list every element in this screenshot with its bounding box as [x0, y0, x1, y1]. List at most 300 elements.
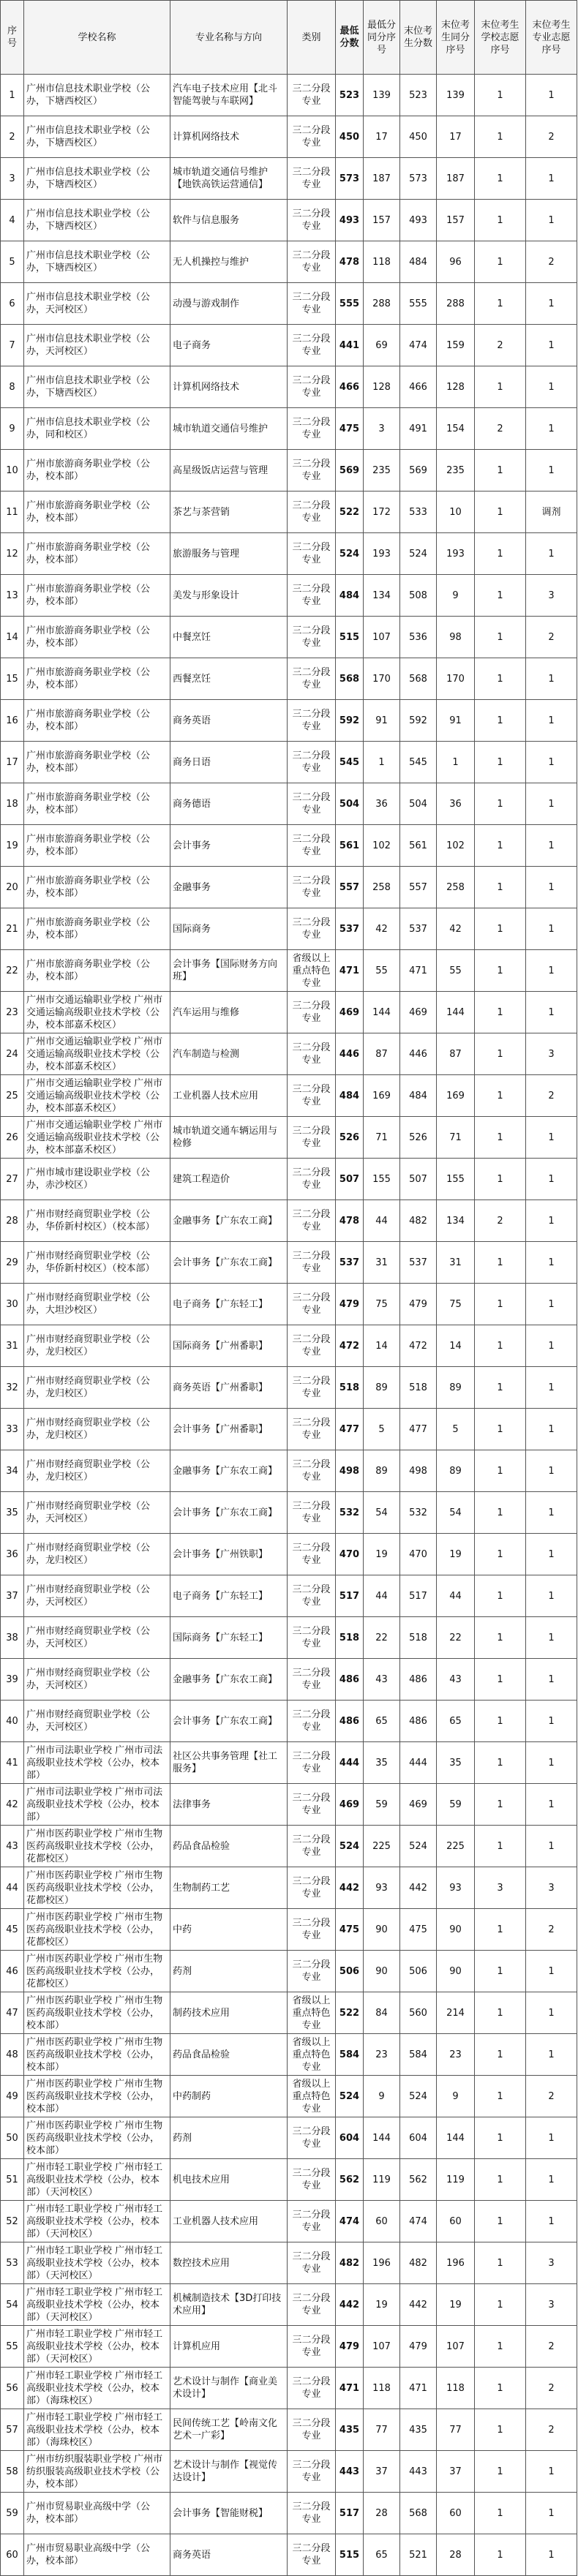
cell-last-pref: 1 — [475, 2076, 526, 2117]
table-row — [1, 950, 577, 992]
cell-last-score: 507 — [400, 1159, 437, 1200]
cell-last-major-pref: 1 — [526, 1450, 577, 1492]
cell-last-score: 526 — [400, 1117, 437, 1159]
cell-index: 1 — [1, 75, 24, 116]
cell-last-major-pref: 1 — [526, 2159, 577, 2201]
cell-last-pref: 1 — [475, 2534, 526, 2576]
table-row — [1, 158, 577, 200]
cell-last-score: 450 — [400, 116, 437, 158]
header-last-rank: 末位考生同分序号 — [437, 1, 475, 75]
cell-school: 广州市财经商贸职业学校（公办，华侨新村校区）（校本部） — [24, 1242, 170, 1284]
header-category: 类别 — [288, 1, 336, 75]
cell-min-rank: 71 — [364, 1117, 400, 1159]
cell-min-rank: 107 — [364, 2326, 400, 2368]
cell-last-rank: 119 — [437, 2159, 475, 2201]
cell-last-major-pref: 1 — [526, 1784, 577, 1826]
cell-last-pref: 1 — [475, 533, 526, 575]
cell-min-rank: 42 — [364, 908, 400, 950]
cell-min-score: 562 — [336, 2159, 364, 2201]
cell-last-major-pref: 1 — [526, 658, 577, 700]
table-row — [1, 2409, 577, 2451]
cell-last-rank: 134 — [437, 1200, 475, 1242]
header-row — [1, 1, 577, 75]
cell-school: 广州市旅游商务职业学校（公办，校本部） — [24, 867, 170, 908]
cell-min-score: 555 — [336, 283, 364, 325]
cell-index: 52 — [1, 2201, 24, 2242]
cell-last-score: 475 — [400, 1909, 437, 1951]
cell-category: 三二分段专业 — [288, 783, 336, 825]
cell-major: 艺术设计与制作【商业美术设计】 — [170, 2368, 288, 2409]
cell-school: 广州市财经商贸职业学校（公办，天河校区） — [24, 1492, 170, 1534]
cell-school: 广州市轻工职业学校 广州市轻工高级职业技术学校（公办，校本部）（天河校区） — [24, 2326, 170, 2368]
cell-last-major-pref: 1 — [526, 2117, 577, 2159]
cell-school: 广州市交通运输职业学校 广州市交通运输高级职业技术学校（公办，校本部嘉禾校区） — [24, 992, 170, 1033]
cell-index: 54 — [1, 2284, 24, 2326]
cell-last-score: 469 — [400, 992, 437, 1033]
cell-min-rank: 144 — [364, 2117, 400, 2159]
cell-index: 27 — [1, 1159, 24, 1200]
cell-min-score: 518 — [336, 1367, 364, 1409]
cell-major: 汽车运用与维修 — [170, 992, 288, 1033]
table-row — [1, 867, 577, 908]
cell-major: 中药 — [170, 1909, 288, 1951]
cell-min-score: 592 — [336, 700, 364, 742]
cell-school: 广州市信息技术职业学校（公办，下塘西校区） — [24, 241, 170, 283]
cell-last-pref: 1 — [475, 2159, 526, 2201]
cell-last-major-pref: 调剂 — [526, 492, 577, 533]
cell-min-score: 515 — [336, 2534, 364, 2576]
table-row — [1, 575, 577, 617]
cell-last-pref: 1 — [475, 1409, 526, 1450]
cell-last-pref: 1 — [475, 2409, 526, 2451]
cell-index: 39 — [1, 1659, 24, 1701]
cell-last-pref: 1 — [475, 992, 526, 1033]
cell-min-score: 442 — [336, 1867, 364, 1909]
cell-category: 三二分段专业 — [288, 1909, 336, 1951]
cell-major: 工业机器人技术应用 — [170, 2201, 288, 2242]
cell-major: 西餐烹饪 — [170, 658, 288, 700]
cell-major: 美发与形象设计 — [170, 575, 288, 617]
cell-last-rank: 144 — [437, 992, 475, 1033]
cell-last-rank: 139 — [437, 75, 475, 116]
cell-last-rank: 59 — [437, 1784, 475, 1826]
cell-last-major-pref: 1 — [526, 1284, 577, 1325]
table-row — [1, 492, 577, 533]
cell-last-major-pref: 1 — [526, 1534, 577, 1575]
cell-min-rank: 75 — [364, 1284, 400, 1325]
cell-last-major-pref: 2 — [526, 2326, 577, 2368]
cell-major: 城市轨道交通车辆运用与检修 — [170, 1117, 288, 1159]
cell-last-pref: 1 — [475, 1909, 526, 1951]
cell-major: 计算机网络技术 — [170, 366, 288, 408]
cell-min-score: 524 — [336, 2076, 364, 2117]
cell-min-score: 537 — [336, 1242, 364, 1284]
cell-min-score: 443 — [336, 2451, 364, 2493]
cell-min-rank: 9 — [364, 2076, 400, 2117]
cell-category: 三二分段专业 — [288, 1701, 336, 1742]
cell-last-pref: 1 — [475, 492, 526, 533]
cell-major: 金融事务【广东农工商】 — [170, 1659, 288, 1701]
cell-min-rank: 258 — [364, 867, 400, 908]
cell-last-score: 506 — [400, 1951, 437, 1992]
cell-category: 三二分段专业 — [288, 1242, 336, 1284]
cell-min-rank: 93 — [364, 1867, 400, 1909]
cell-min-score: 475 — [336, 408, 364, 450]
cell-last-rank: 214 — [437, 1992, 475, 2034]
cell-last-rank: 19 — [437, 1534, 475, 1575]
cell-min-rank: 107 — [364, 617, 400, 658]
header-min-score: 最低分数 — [336, 1, 364, 75]
cell-last-major-pref: 1 — [526, 2493, 577, 2534]
cell-school: 广州市旅游商务职业学校（公办，校本部） — [24, 908, 170, 950]
cell-last-major-pref: 1 — [526, 1242, 577, 1284]
cell-min-rank: 118 — [364, 241, 400, 283]
cell-last-rank: 154 — [437, 408, 475, 450]
cell-school: 广州市财经商贸职业学校（公办，龙归校区） — [24, 1367, 170, 1409]
cell-category: 省级以上重点特色专业 — [288, 2034, 336, 2076]
cell-school: 广州市财经商贸职业学校（公办，龙归校区） — [24, 1325, 170, 1367]
cell-last-score: 498 — [400, 1450, 437, 1492]
cell-last-score: 484 — [400, 1075, 437, 1117]
cell-min-rank: 55 — [364, 950, 400, 992]
cell-school: 广州市信息技术职业学校（公办，下塘西校区） — [24, 158, 170, 200]
cell-min-score: 517 — [336, 2493, 364, 2534]
cell-index: 29 — [1, 1242, 24, 1284]
cell-last-score: 470 — [400, 1534, 437, 1575]
cell-min-rank: 118 — [364, 2368, 400, 2409]
cell-major: 数控技术应用 — [170, 2242, 288, 2284]
cell-category: 三二分段专业 — [288, 2409, 336, 2451]
table-row — [1, 2493, 577, 2534]
cell-last-rank: 155 — [437, 1159, 475, 1200]
table-row — [1, 2034, 577, 2076]
table-row — [1, 2242, 577, 2284]
cell-last-pref: 1 — [475, 617, 526, 658]
cell-last-major-pref: 1 — [526, 700, 577, 742]
cell-last-pref: 1 — [475, 1575, 526, 1617]
cell-last-rank: 28 — [437, 2534, 475, 2576]
cell-last-score: 532 — [400, 1492, 437, 1534]
cell-school: 广州市旅游商务职业学校（公办，校本部） — [24, 700, 170, 742]
cell-min-score: 477 — [336, 1409, 364, 1450]
table-row — [1, 2534, 577, 2576]
cell-last-pref: 1 — [475, 867, 526, 908]
cell-min-score: 479 — [336, 1284, 364, 1325]
cell-min-rank: 144 — [364, 992, 400, 1033]
cell-last-score: 533 — [400, 492, 437, 533]
cell-school: 广州市旅游商务职业学校（公办，校本部） — [24, 492, 170, 533]
cell-last-score: 435 — [400, 2409, 437, 2451]
header-last-major-pref: 末位考生专业志愿序号 — [526, 1, 577, 75]
cell-last-rank: 37 — [437, 2451, 475, 2493]
cell-min-rank: 60 — [364, 2201, 400, 2242]
cell-category: 三二分段专业 — [288, 2368, 336, 2409]
table-body — [1, 75, 577, 2576]
cell-last-major-pref: 1 — [526, 158, 577, 200]
cell-last-rank: 22 — [437, 1617, 475, 1659]
cell-last-score: 523 — [400, 75, 437, 116]
cell-category: 三二分段专业 — [288, 617, 336, 658]
cell-last-rank: 42 — [437, 908, 475, 950]
cell-min-rank: 3 — [364, 408, 400, 450]
table-row — [1, 283, 577, 325]
cell-index: 14 — [1, 617, 24, 658]
cell-min-score: 561 — [336, 825, 364, 867]
cell-last-major-pref: 2 — [526, 2076, 577, 2117]
cell-min-score: 478 — [336, 1200, 364, 1242]
cell-last-rank: 90 — [437, 1951, 475, 1992]
cell-major: 会计事务【广州番职】 — [170, 1409, 288, 1450]
table-row — [1, 1951, 577, 1992]
cell-index: 30 — [1, 1284, 24, 1325]
cell-major: 药品食品检验 — [170, 2034, 288, 2076]
cell-last-major-pref: 1 — [526, 2534, 577, 2576]
cell-last-major-pref: 1 — [526, 825, 577, 867]
cell-index: 31 — [1, 1325, 24, 1367]
cell-last-rank: 54 — [437, 1492, 475, 1534]
cell-min-rank: 44 — [364, 1575, 400, 1617]
cell-category: 三二分段专业 — [288, 1534, 336, 1575]
cell-major: 会计事务【广东农工商】 — [170, 1492, 288, 1534]
cell-major: 茶艺与茶营销 — [170, 492, 288, 533]
table-row — [1, 200, 577, 241]
cell-index: 50 — [1, 2117, 24, 2159]
cell-school: 广州市旅游商务职业学校（公办，校本部） — [24, 575, 170, 617]
cell-category: 三二分段专业 — [288, 1284, 336, 1325]
cell-category: 三二分段专业 — [288, 450, 336, 492]
cell-index: 59 — [1, 2493, 24, 2534]
cell-index: 37 — [1, 1575, 24, 1617]
table-row — [1, 2368, 577, 2409]
cell-last-pref: 1 — [475, 2326, 526, 2368]
cell-last-score: 446 — [400, 1033, 437, 1075]
cell-min-score: 507 — [336, 1159, 364, 1200]
cell-last-score: 442 — [400, 1867, 437, 1909]
cell-last-major-pref: 1 — [526, 1492, 577, 1534]
cell-last-pref: 1 — [475, 700, 526, 742]
table-row — [1, 2117, 577, 2159]
table-row — [1, 1909, 577, 1951]
cell-last-score: 524 — [400, 1826, 437, 1867]
cell-school: 广州市财经商贸职业学校（公办，天河校区） — [24, 1575, 170, 1617]
table-row — [1, 1784, 577, 1826]
cell-school: 广州市轻工职业学校 广州市轻工高级职业技术学校（公办，校本部）（天河校区） — [24, 2159, 170, 2201]
cell-last-major-pref: 1 — [526, 200, 577, 241]
cell-min-rank: 37 — [364, 2451, 400, 2493]
cell-last-major-pref: 1 — [526, 2034, 577, 2076]
cell-min-rank: 155 — [364, 1159, 400, 1200]
cell-last-major-pref: 1 — [526, 1701, 577, 1742]
cell-last-rank: 14 — [437, 1325, 475, 1367]
cell-last-major-pref: 1 — [526, 1200, 577, 1242]
cell-min-score: 518 — [336, 1617, 364, 1659]
cell-school: 广州市财经商贸职业学校（公办，天河校区） — [24, 1617, 170, 1659]
cell-last-rank: 5 — [437, 1409, 475, 1450]
cell-min-rank: 65 — [364, 2534, 400, 2576]
cell-category: 三二分段专业 — [288, 1575, 336, 1617]
cell-last-score: 518 — [400, 1367, 437, 1409]
cell-min-score: 441 — [336, 325, 364, 366]
cell-last-score: 486 — [400, 1701, 437, 1742]
cell-major: 商务日语 — [170, 742, 288, 783]
cell-min-score: 470 — [336, 1534, 364, 1575]
cell-min-score: 435 — [336, 2409, 364, 2451]
cell-major: 药剂 — [170, 1951, 288, 1992]
cell-school: 广州市司法职业学校 广州市司法高级职业技术学校（公办，校本部） — [24, 1784, 170, 1826]
cell-last-rank: 17 — [437, 116, 475, 158]
cell-min-rank: 196 — [364, 2242, 400, 2284]
cell-last-rank: 96 — [437, 241, 475, 283]
cell-last-score: 477 — [400, 1409, 437, 1450]
cell-last-major-pref: 1 — [526, 742, 577, 783]
cell-min-rank: 89 — [364, 1450, 400, 1492]
cell-major: 电子商务【广东轻工】 — [170, 1284, 288, 1325]
cell-index: 28 — [1, 1200, 24, 1242]
cell-min-rank: 31 — [364, 1242, 400, 1284]
cell-last-pref: 1 — [475, 575, 526, 617]
cell-school: 广州市财经商贸职业学校（公办，天河校区） — [24, 1659, 170, 1701]
cell-last-pref: 1 — [475, 241, 526, 283]
cell-last-major-pref: 1 — [526, 533, 577, 575]
cell-min-score: 486 — [336, 1701, 364, 1742]
table-row — [1, 2076, 577, 2117]
cell-last-score: 469 — [400, 1784, 437, 1826]
cell-index: 15 — [1, 658, 24, 700]
cell-last-major-pref: 1 — [526, 2451, 577, 2493]
cell-last-major-pref: 3 — [526, 575, 577, 617]
cell-min-score: 517 — [336, 1575, 364, 1617]
cell-school: 广州市医药职业学校 广州市生物医药高级职业技术学校（公办，校本部） — [24, 2034, 170, 2076]
cell-school: 广州市旅游商务职业学校（公办，校本部） — [24, 742, 170, 783]
cell-school: 广州市轻工职业学校 广州市轻工高级职业技术学校（公办，校本部）（海珠校区） — [24, 2409, 170, 2451]
cell-school: 广州市旅游商务职业学校（公办，校本部） — [24, 617, 170, 658]
cell-last-score: 471 — [400, 2368, 437, 2409]
cell-min-score: 524 — [336, 533, 364, 575]
cell-index: 57 — [1, 2409, 24, 2451]
cell-index: 24 — [1, 1033, 24, 1075]
cell-last-major-pref: 1 — [526, 1575, 577, 1617]
cell-last-major-pref: 3 — [526, 1033, 577, 1075]
cell-category: 三二分段专业 — [288, 200, 336, 241]
cell-category: 三二分段专业 — [288, 408, 336, 450]
cell-last-rank: 91 — [437, 700, 475, 742]
cell-last-rank: 19 — [437, 2284, 475, 2326]
cell-school: 广州市旅游商务职业学校（公办，校本部） — [24, 533, 170, 575]
cell-major: 汽车电子技术应用【北斗智能驾驶与车联网】 — [170, 75, 288, 116]
cell-school: 广州市财经商贸职业学校（公办，龙归校区） — [24, 1409, 170, 1450]
cell-last-major-pref: 1 — [526, 1659, 577, 1701]
cell-major: 社区公共事务管理【社工服务】 — [170, 1742, 288, 1784]
cell-last-pref: 1 — [475, 783, 526, 825]
cell-last-major-pref: 3 — [526, 2242, 577, 2284]
cell-school: 广州市旅游商务职业学校（公办，校本部） — [24, 450, 170, 492]
cell-min-score: 532 — [336, 1492, 364, 1534]
cell-major: 会计事务【广东农工商】 — [170, 1242, 288, 1284]
cell-min-rank: 193 — [364, 533, 400, 575]
cell-category: 三二分段专业 — [288, 2117, 336, 2159]
cell-last-rank: 44 — [437, 1575, 475, 1617]
cell-last-score: 545 — [400, 742, 437, 783]
table-row — [1, 1284, 577, 1325]
cell-last-rank: 89 — [437, 1367, 475, 1409]
table-row — [1, 450, 577, 492]
cell-index: 7 — [1, 325, 24, 366]
cell-last-rank: 187 — [437, 158, 475, 200]
cell-category: 三二分段专业 — [288, 742, 336, 783]
cell-min-score: 446 — [336, 1033, 364, 1075]
cell-index: 18 — [1, 783, 24, 825]
cell-last-rank: 36 — [437, 783, 475, 825]
cell-last-rank: 170 — [437, 658, 475, 700]
cell-school: 广州市旅游商务职业学校（公办，校本部） — [24, 658, 170, 700]
cell-school: 广州市司法职业学校 广州市司法高级职业技术学校（公办，校本部） — [24, 1742, 170, 1784]
table-row — [1, 700, 577, 742]
cell-major: 无人机操控与维护 — [170, 241, 288, 283]
cell-min-rank: 19 — [364, 1534, 400, 1575]
table-row — [1, 1159, 577, 1200]
table-row — [1, 2284, 577, 2326]
cell-last-pref: 2 — [475, 1200, 526, 1242]
cell-last-pref: 1 — [475, 1117, 526, 1159]
cell-min-score: 493 — [336, 200, 364, 241]
cell-category: 三二分段专业 — [288, 283, 336, 325]
cell-school: 广州市医药职业学校 广州市生物医药高级职业技术学校（公办，校本部） — [24, 1992, 170, 2034]
table-row — [1, 2326, 577, 2368]
cell-index: 34 — [1, 1450, 24, 1492]
cell-last-pref: 1 — [475, 1742, 526, 1784]
cell-school: 广州市财经商贸职业学校（公办，龙归校区） — [24, 1534, 170, 1575]
cell-min-rank: 54 — [364, 1492, 400, 1534]
cell-min-score: 469 — [336, 1784, 364, 1826]
table-row — [1, 1492, 577, 1534]
cell-last-rank: 93 — [437, 1867, 475, 1909]
cell-last-rank: 288 — [437, 283, 475, 325]
cell-last-major-pref: 1 — [526, 450, 577, 492]
cell-min-score: 584 — [336, 2034, 364, 2076]
cell-major: 金融事务【广东农工商】 — [170, 1200, 288, 1242]
cell-index: 2 — [1, 116, 24, 158]
cell-last-score: 493 — [400, 200, 437, 241]
table-row — [1, 1242, 577, 1284]
cell-category: 三二分段专业 — [288, 1075, 336, 1117]
cell-major: 商务英语 — [170, 700, 288, 742]
table-row — [1, 533, 577, 575]
cell-category: 三二分段专业 — [288, 158, 336, 200]
cell-category: 三二分段专业 — [288, 1409, 336, 1450]
cell-category: 三二分段专业 — [288, 533, 336, 575]
cell-last-rank: 55 — [437, 950, 475, 992]
cell-category: 三二分段专业 — [288, 1033, 336, 1075]
cell-last-major-pref: 1 — [526, 1367, 577, 1409]
header-last-pref: 末位考生学校志愿序号 — [475, 1, 526, 75]
cell-category: 三二分段专业 — [288, 825, 336, 867]
cell-school: 广州市贸易职业高级中学（公办，校本部） — [24, 2493, 170, 2534]
cell-last-major-pref: 1 — [526, 783, 577, 825]
cell-last-score: 537 — [400, 908, 437, 950]
table-row — [1, 617, 577, 658]
cell-index: 60 — [1, 2534, 24, 2576]
cell-category: 三二分段专业 — [288, 1742, 336, 1784]
cell-last-major-pref: 2 — [526, 1075, 577, 1117]
cell-last-pref: 1 — [475, 1992, 526, 2034]
cell-last-score: 524 — [400, 533, 437, 575]
cell-last-major-pref: 1 — [526, 2201, 577, 2242]
cell-min-score: 442 — [336, 2284, 364, 2326]
cell-last-score: 442 — [400, 2284, 437, 2326]
cell-last-major-pref: 1 — [526, 1742, 577, 1784]
cell-category: 三二分段专业 — [288, 1617, 336, 1659]
cell-min-score: 469 — [336, 992, 364, 1033]
